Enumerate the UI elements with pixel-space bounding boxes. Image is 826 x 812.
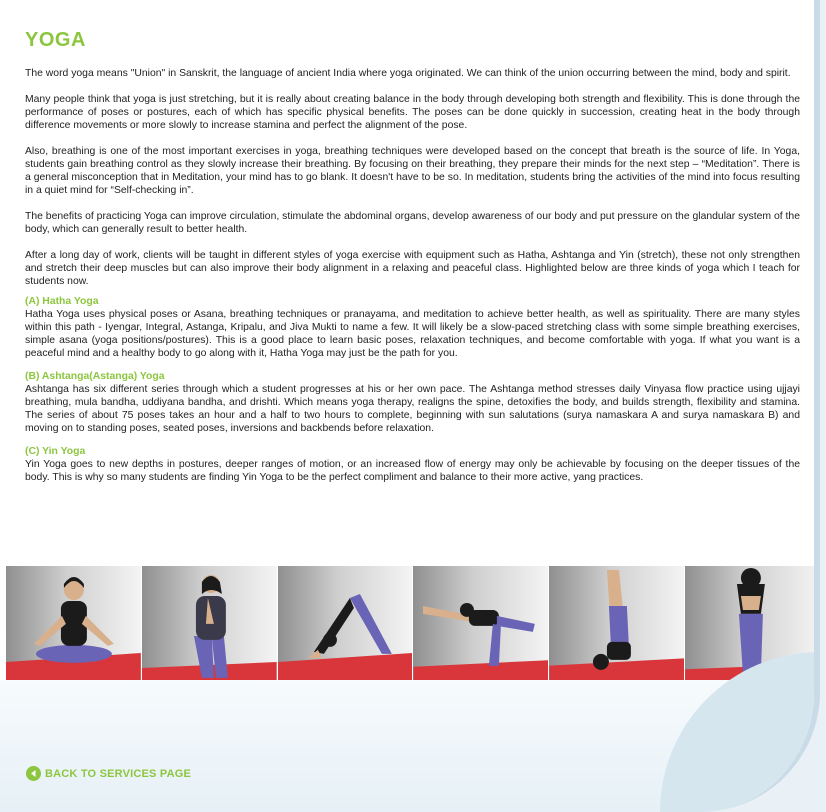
stretching-paragraph: Many people think that yoga is just stretching, but it is really about creating balance in the body through developing both strength and flexibility. This is done through the performance of poses or postures, each of which has specific physical benefits. The poses can be done quickly in succession, creating heat in the body through difference movements or more slowly to increase stamina and perfect the alignment of the pose.	[25, 94, 800, 131]
left-arrow-circle-icon	[26, 766, 41, 781]
intro-paragraph: The word yoga means "Union" in Sanskrit, the language of ancient India where yoga originated. We can think of the union occurring between the mind, body and spirit.	[25, 68, 791, 79]
shoulder-stand-figure	[549, 566, 684, 680]
classes-paragraph: After a long day of work, clients will be taught in different styles of yoga exercise with equipment such as Hatha, Ashtanga and Yin (stretch), these not only strengthen and stretch their deep muscles but can also improve their body alignment in a relaxing and peaceful class. Highlighted below are three kinds of yoga which I teach for students now.	[25, 250, 800, 287]
back-to-services-link[interactable]	[26, 766, 191, 781]
photo-downward-dog	[278, 566, 413, 680]
downward-dog-figure	[278, 566, 413, 680]
benefits-paragraph: The benefits of practicing Yoga can improve circulation, stimulate the abdominal organs, develop awareness of our body and put pressure on the glandular system of the body, which can generally result to better health.	[25, 211, 800, 235]
ashtanga-text: Ashtanga has six different series through which a student progresses at his or her own pace. The Ashtanga method stresses daily Vinyasa flow practice using ujjayi breathing, mula bandha, uddiyana bandha, and drishti. Which means yoga therapy, realigns the spine, detoxifies the body, and builds strength, flexibility and stamina. The series of about 75 poses takes an hour and a half to two hours to complete, beginning with sun salutations (surya namaskara A and surya namaskara B) and moving on to standing poses, seated poses, inversions and backbends before relaxation.	[25, 384, 800, 434]
yoga-photo-strip	[6, 566, 820, 680]
photo-standing-prayer	[142, 566, 277, 680]
standing-prayer-figure	[142, 566, 277, 680]
breathing-paragraph: Also, breathing is one of the most important exercises in yoga, breathing techniques were developed based on the concept that breath is the source of life. In Yoga, students gain breathing control as they slowly increase their breathing. By focusing on their breathing, they prepare their minds for the next step – “Meditation”. There is a general misconception that in Meditation, your mind has to go blank. It doesn't have to be so. In meditation, students bring the activities of the mind into focus resulting in a quiet mind for “Self-checking in”.	[25, 146, 800, 196]
photo-seated-lotus	[6, 566, 141, 680]
photo-balancing-stretch	[413, 566, 548, 680]
yin-heading: (C) Yin Yoga	[25, 446, 86, 457]
yin-text: Yin Yoga goes to new depths in postures, deeper ranges of motion, or an increased flow of energy may only be achievable by focusing on the deeper tissues of the body. This is why so many students are finding Yin Yoga to be the perfect compliment and balance to their more active, yang practices.	[25, 459, 800, 483]
hatha-text: Hatha Yoga uses physical poses or Asana, breathing techniques or pranayama, and meditation to achieve better health, as well as spirituality. There are many styles within this path - Iyengar, Integral, Astanga, Kripalu, and Jiva Mukti to name a few. It will likely be a slow-paced stretching class with some simple breathing exercises, simple asana (yoga positions/postures). This is a good place to learn basic poses, relaxation techniques, and become comfortable with yoga. If what you want is a peaceful mind and a healthy body to go along with it, Hatha Yoga may just be the path for you.	[25, 309, 800, 359]
photo-shoulder-stand	[549, 566, 684, 680]
seated-lotus-figure	[6, 566, 141, 680]
balancing-stretch-figure	[413, 566, 548, 680]
back-link-label: BACK TO SERVICES PAGE	[45, 767, 192, 780]
hatha-heading: (A) Hatha Yoga	[25, 296, 99, 307]
page-title: YOGA	[25, 29, 86, 51]
ashtanga-heading: (B) Ashtanga(Astanga) Yoga	[25, 371, 165, 382]
content-area	[25, 28, 800, 494]
